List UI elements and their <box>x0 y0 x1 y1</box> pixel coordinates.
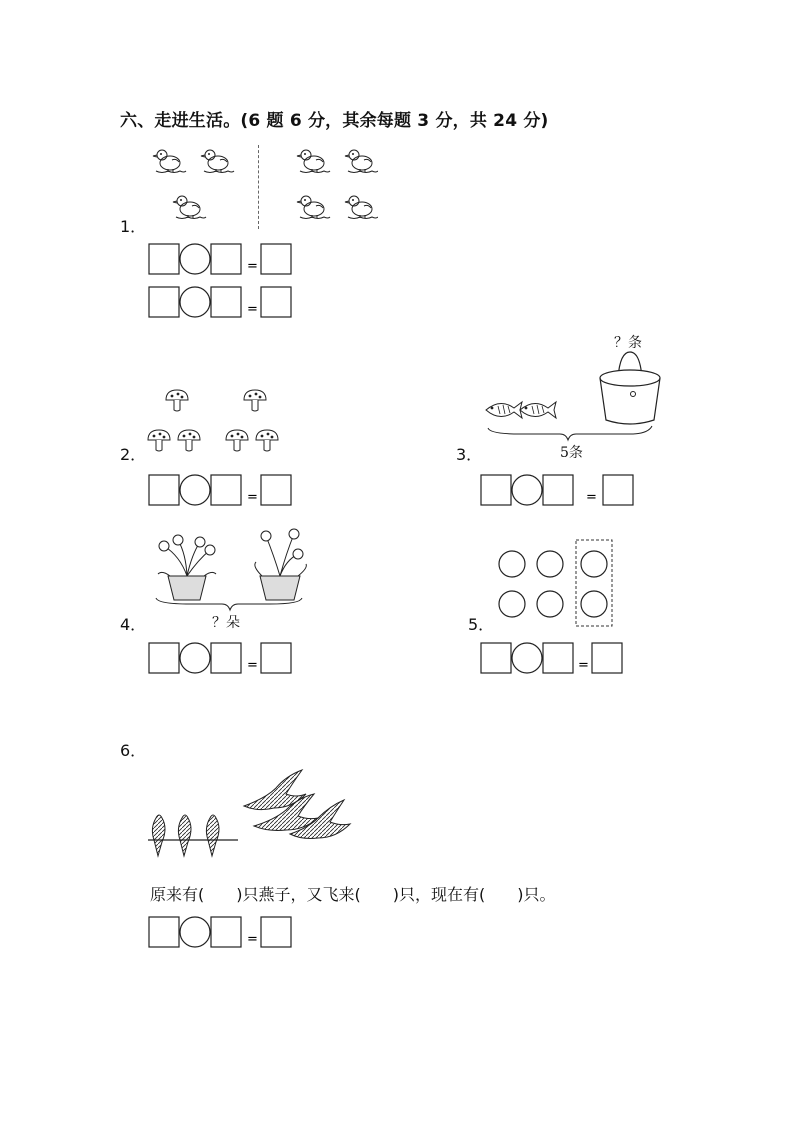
equation-row-2 <box>148 474 294 506</box>
equals-sign: = <box>247 259 258 274</box>
swallow-icon <box>152 815 165 856</box>
question-4-picture <box>150 526 310 612</box>
answer-box <box>149 244 179 274</box>
dashed-group-box <box>576 540 612 626</box>
circle-shape <box>499 591 525 617</box>
flower-pot-icon <box>255 529 306 600</box>
result-box <box>261 244 291 274</box>
chick-icon <box>297 196 330 219</box>
question-3-number: 3． <box>456 445 483 464</box>
svg-text:=: = <box>247 490 258 505</box>
question-3-total-label: 5条 <box>560 445 583 461</box>
circle-shape <box>581 591 607 617</box>
mushroom-icon <box>166 390 188 411</box>
chick-icon <box>345 150 378 173</box>
svg-text:=: = <box>247 932 258 947</box>
question-1-number: 1． <box>120 217 147 236</box>
fish-icon <box>486 402 522 418</box>
svg-text:=: = <box>586 490 597 505</box>
mushroom-icon <box>226 430 248 451</box>
mushroom-icon <box>178 430 200 451</box>
question-2-picture <box>146 388 286 464</box>
svg-text:=: = <box>247 302 258 317</box>
svg-text:=: = <box>247 658 258 673</box>
question-5-number: 5． <box>468 615 495 634</box>
question-2-number: 2． <box>120 445 147 464</box>
fish-icon <box>520 402 556 418</box>
dashed-divider <box>258 145 259 229</box>
question-1-picture <box>148 145 378 235</box>
equation-row-1a <box>148 243 294 275</box>
circle-shape <box>581 551 607 577</box>
mushroom-icon <box>148 430 170 451</box>
question-3-picture <box>480 350 670 442</box>
circle-shape <box>537 591 563 617</box>
operator-circle <box>180 244 210 274</box>
question-6-sentence: 原来有( )只燕子，又飞来( )只，现在有( )只。 <box>150 885 556 904</box>
chick-icon <box>297 150 330 173</box>
question-6-picture <box>146 768 356 868</box>
swallow-icon <box>206 815 219 856</box>
equation-row-4 <box>148 642 294 674</box>
equation-row-5 <box>480 642 626 674</box>
chick-icon <box>201 150 234 173</box>
svg-text:=: = <box>578 658 589 673</box>
chick-icon <box>173 196 206 219</box>
section-title: 六、走进生活。(6 题 6 分，其余每题 3 分，共 24 分) <box>120 111 549 131</box>
chick-icon <box>345 196 378 219</box>
question-4-unknown-label: ？朵 <box>212 615 240 631</box>
equation-row-6 <box>148 916 294 948</box>
swallow-icon <box>178 815 191 856</box>
brace <box>488 426 652 440</box>
question-5-picture <box>494 538 618 628</box>
question-6-number: 6． <box>120 741 147 760</box>
question-4-number: 4． <box>120 615 147 634</box>
bucket-icon <box>600 352 660 424</box>
mushroom-icon <box>244 390 266 411</box>
equation-row-3 <box>480 474 636 506</box>
mushroom-icon <box>256 430 278 451</box>
flower-pot-icon <box>158 535 216 600</box>
circle-shape <box>499 551 525 577</box>
equation-row-1b <box>148 286 294 318</box>
chick-icon <box>153 150 186 173</box>
answer-box <box>211 244 241 274</box>
circle-shape <box>537 551 563 577</box>
question-3-unknown-label: ？条 <box>614 335 642 351</box>
